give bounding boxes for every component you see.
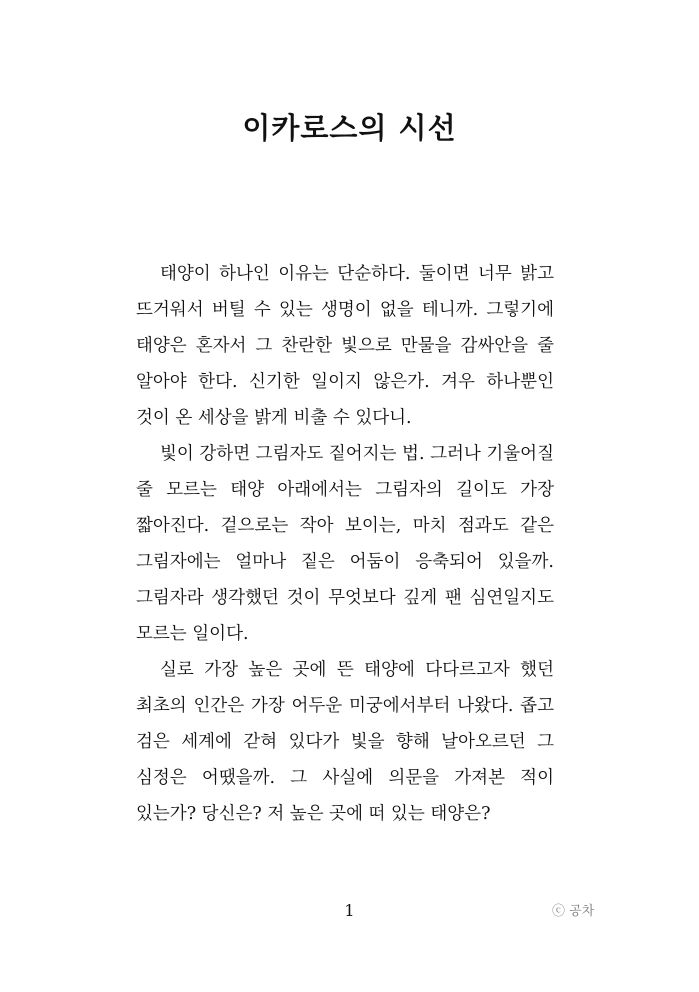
paragraph-2: 빛이 강하면 그림자도 짙어지는 법. 그러나 기울어질 줄 모르는 태양 아래에서는 그림자의 길이도 가장 짧아진다. 겉으로는 작아 보이는, 마치 점과도 같은 그림자에는 얼마나 짙은 어둠이 응축되어 있을까. 그림자라 생각했던 것이 무엇보다 깊게 팬 심연일지도 모르는 일이다.	[136, 444, 554, 644]
copyright-notice: ⓒ 공차	[552, 904, 595, 919]
page-number: 1	[344, 901, 355, 920]
paragraph-1: 태양이 하나인 이유는 단순하다. 둘이면 너무 밝고 뜨거워서 버틸 수 있는 생명이 없을 테니까. 그렇기에 태양은 혼자서 그 찬란한 빛으로 만물을 감싸안을 줄 알아야 한다. 신기한 일이지 않은가. 겨우 하나뿐인 것이 온 세상을 밝게 비출 수 있다니.	[136, 264, 554, 428]
document-title: 이카로스의 시선	[242, 111, 457, 145]
document-body	[136, 256, 554, 832]
paragraph-3: 실로 가장 높은 곳에 뜬 태양에 다다르고자 했던 최초의 인간은 가장 어두운 미궁에서부터 나왔다. 좁고 검은 세계에 갇혀 있다가 빛을 향해 날아오르던 그 심정은 어땠을까. 그 사실에 의문을 가져본 적이 있는가? 당신은? 저 높은 곳에 떠 있는 태양은?	[136, 660, 554, 824]
